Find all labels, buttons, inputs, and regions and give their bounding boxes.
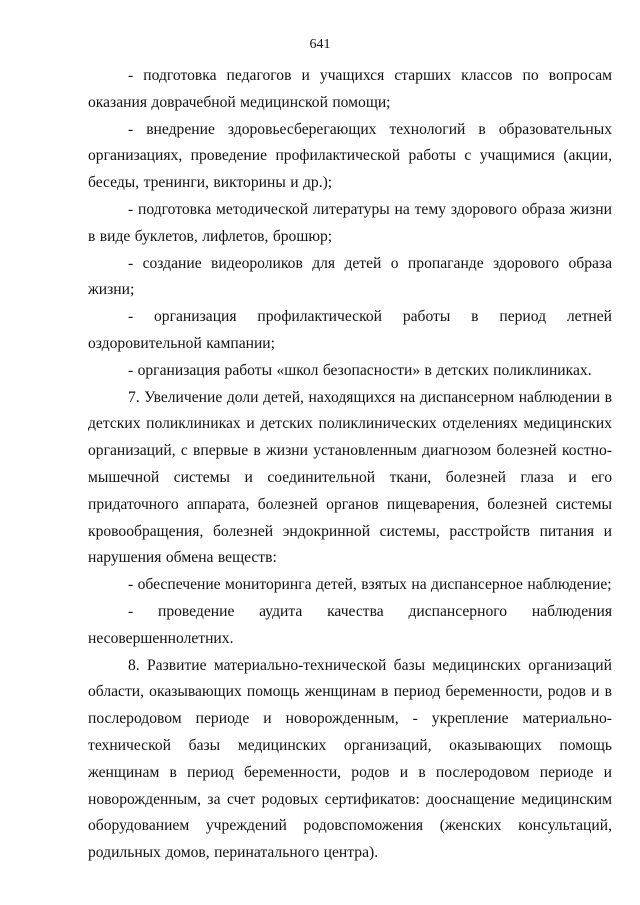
document-body [88, 63, 612, 867]
list-item-health-tech: - внедрение здоровьесберегающих технологий в образовательных организациях, проведение профилактической работы с учащимися (акции, беседы, тренинги, викторины и др.); [88, 120, 612, 192]
section-7-paragraph: 7. Увеличение доли детей, находящихся на диспансерном наблюдении в детских поликлиниках и детских поликлинических отделениях медицинских организаций, с впервые в жизни установленным диагнозом болезней костно-мышечной системы и соединительной ткани, болезней глаза и его придаточного аппарата, болезней органов пищеварения, болезней системы кровообращения, болезней эндокринной системы, расстройств питания и нарушения обмена веществ: [88, 388, 612, 567]
list-item-teacher-training: - подготовка педагогов и учащихся старших классов по вопросам оказания доврачебной медицинской помощи; [88, 67, 612, 111]
list-item-methodical-literature: - подготовка методической литературы на тему здорового образа жизни в виде буклетов, лифлетов, брошюр; [88, 200, 612, 245]
list-item-safety-schools: - организация работы «школ безопасности» в детских поликлиниках. [128, 361, 592, 379]
list-item-summer-campaign: - организация профилактической работы в период летней оздоровительной кампании; [88, 308, 612, 352]
page-number: 641 [309, 37, 331, 52]
list-item-videos: - создание видеороликов для детей о пропаганде здорового образа жизни; [88, 254, 612, 299]
list-item-monitoring: - обеспечение мониторинга детей, взятых на диспансерное наблюдение; [128, 576, 612, 594]
section-8-paragraph: 8. Развитие материально-технической базы медицинских организаций области, оказывающих помощь женщинам в период беременности, родов и в послеродовом периоде и новорожденным, - укрепление материально-технической базы медицинских организаций, оказывающих помощь женщинам в период беременности, родов и в послеродовом периоде и новорожденным, за счет родовых сертификатов: дооснащение медицинским оборудованием учреждений родовспоможения (женских консультаций, родильных домов, перинатального центра). [88, 656, 612, 862]
list-item-audit: - проведение аудита качества диспансерного наблюдения несовершеннолетних. [88, 602, 612, 647]
